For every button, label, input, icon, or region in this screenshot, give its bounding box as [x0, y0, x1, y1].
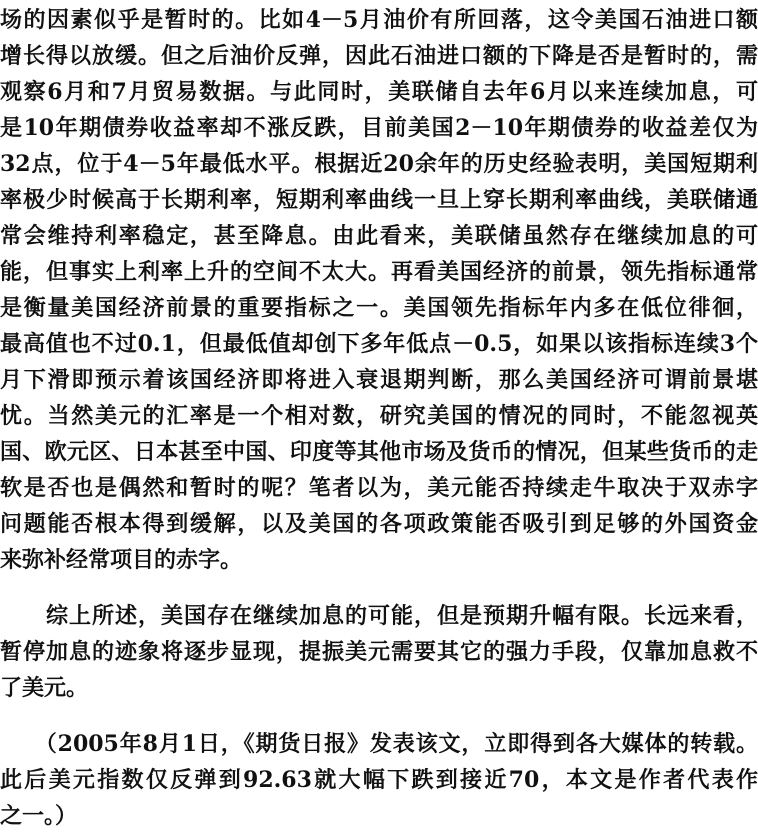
text-line: 场的因素似乎是暂时的。比如4－5月油价有所回落，这令美国石油进口额: [0, 7, 758, 33]
text-line: 软是否也是偶然和暂时的呢？笔者以为，美元能否持续走牛取决于双赤字: [0, 475, 758, 501]
text-line: 月下滑即预示着该国经济即将进入衰退期判断，那么美国经济可谓前景堪: [0, 367, 758, 393]
text-line: 暂停加息的迹象将逐步显现，提振美元需要其它的强力手段，仅靠加息救不: [0, 639, 758, 665]
text-line: 常会维持利率稳定，甚至降息。由此看来，美联储虽然存在继续加息的可: [0, 223, 758, 249]
text-line: 增长得以放缓。但之后油价反弹，因此石油进口额的下降是否是暂时的，需: [0, 43, 758, 69]
text-line: 最高值也不过0.1，但最低值却创下多年低点－0.5，如果以该指标连续3个: [0, 331, 758, 357]
note-line: （2005年8月1日，《期货日报》发表该文，立即得到各大媒体的转载。: [0, 731, 758, 757]
note-line: 此后美元指数仅反弹到92.63就大幅下跌到接近70，本文是作者代表作: [0, 767, 758, 793]
text-line: 了美元。: [0, 675, 89, 701]
text-line: 国、欧元区、日本甚至中国、印度等其他市场及货币的情况，但某些货币的走: [0, 439, 758, 465]
text-line: 能，但事实上利率上升的空间不太大。再看美国经济的前景，领先指标通常: [0, 259, 758, 285]
text-line: 来弥补经常项目的赤字。: [0, 547, 243, 573]
text-line: 问题能否根本得到缓解，以及美国的各项政策能否吸引到足够的外国资金: [0, 511, 758, 537]
note-line: 之一。）: [0, 803, 78, 829]
text-line: 忧。当然美元的汇率是一个相对数，研究美国的情况的同时，不能忽视英: [0, 403, 758, 429]
text-line: 是10年期债券收益率却不涨反跌，目前美国2－10年期债券的收益差仅为: [0, 115, 758, 141]
text-line: 观察6月和7月贸易数据。与此同时，美联储自去年6月以来连续加息，可: [0, 79, 758, 105]
text-line: 32点，位于4－5年最低水平。根据近20余年的历史经验表明，美国短期利: [0, 151, 758, 177]
text-line: 率极少时候高于长期利率，短期利率曲线一旦上穿长期利率曲线，美联储通: [0, 187, 758, 213]
text-line: 综上所述，美国存在继续加息的可能，但是预期升幅有限。长远来看，: [0, 603, 758, 629]
text-line: 是衡量美国经济前景的重要指标之一。美国领先指标年内多在低位徘徊，: [0, 295, 758, 321]
